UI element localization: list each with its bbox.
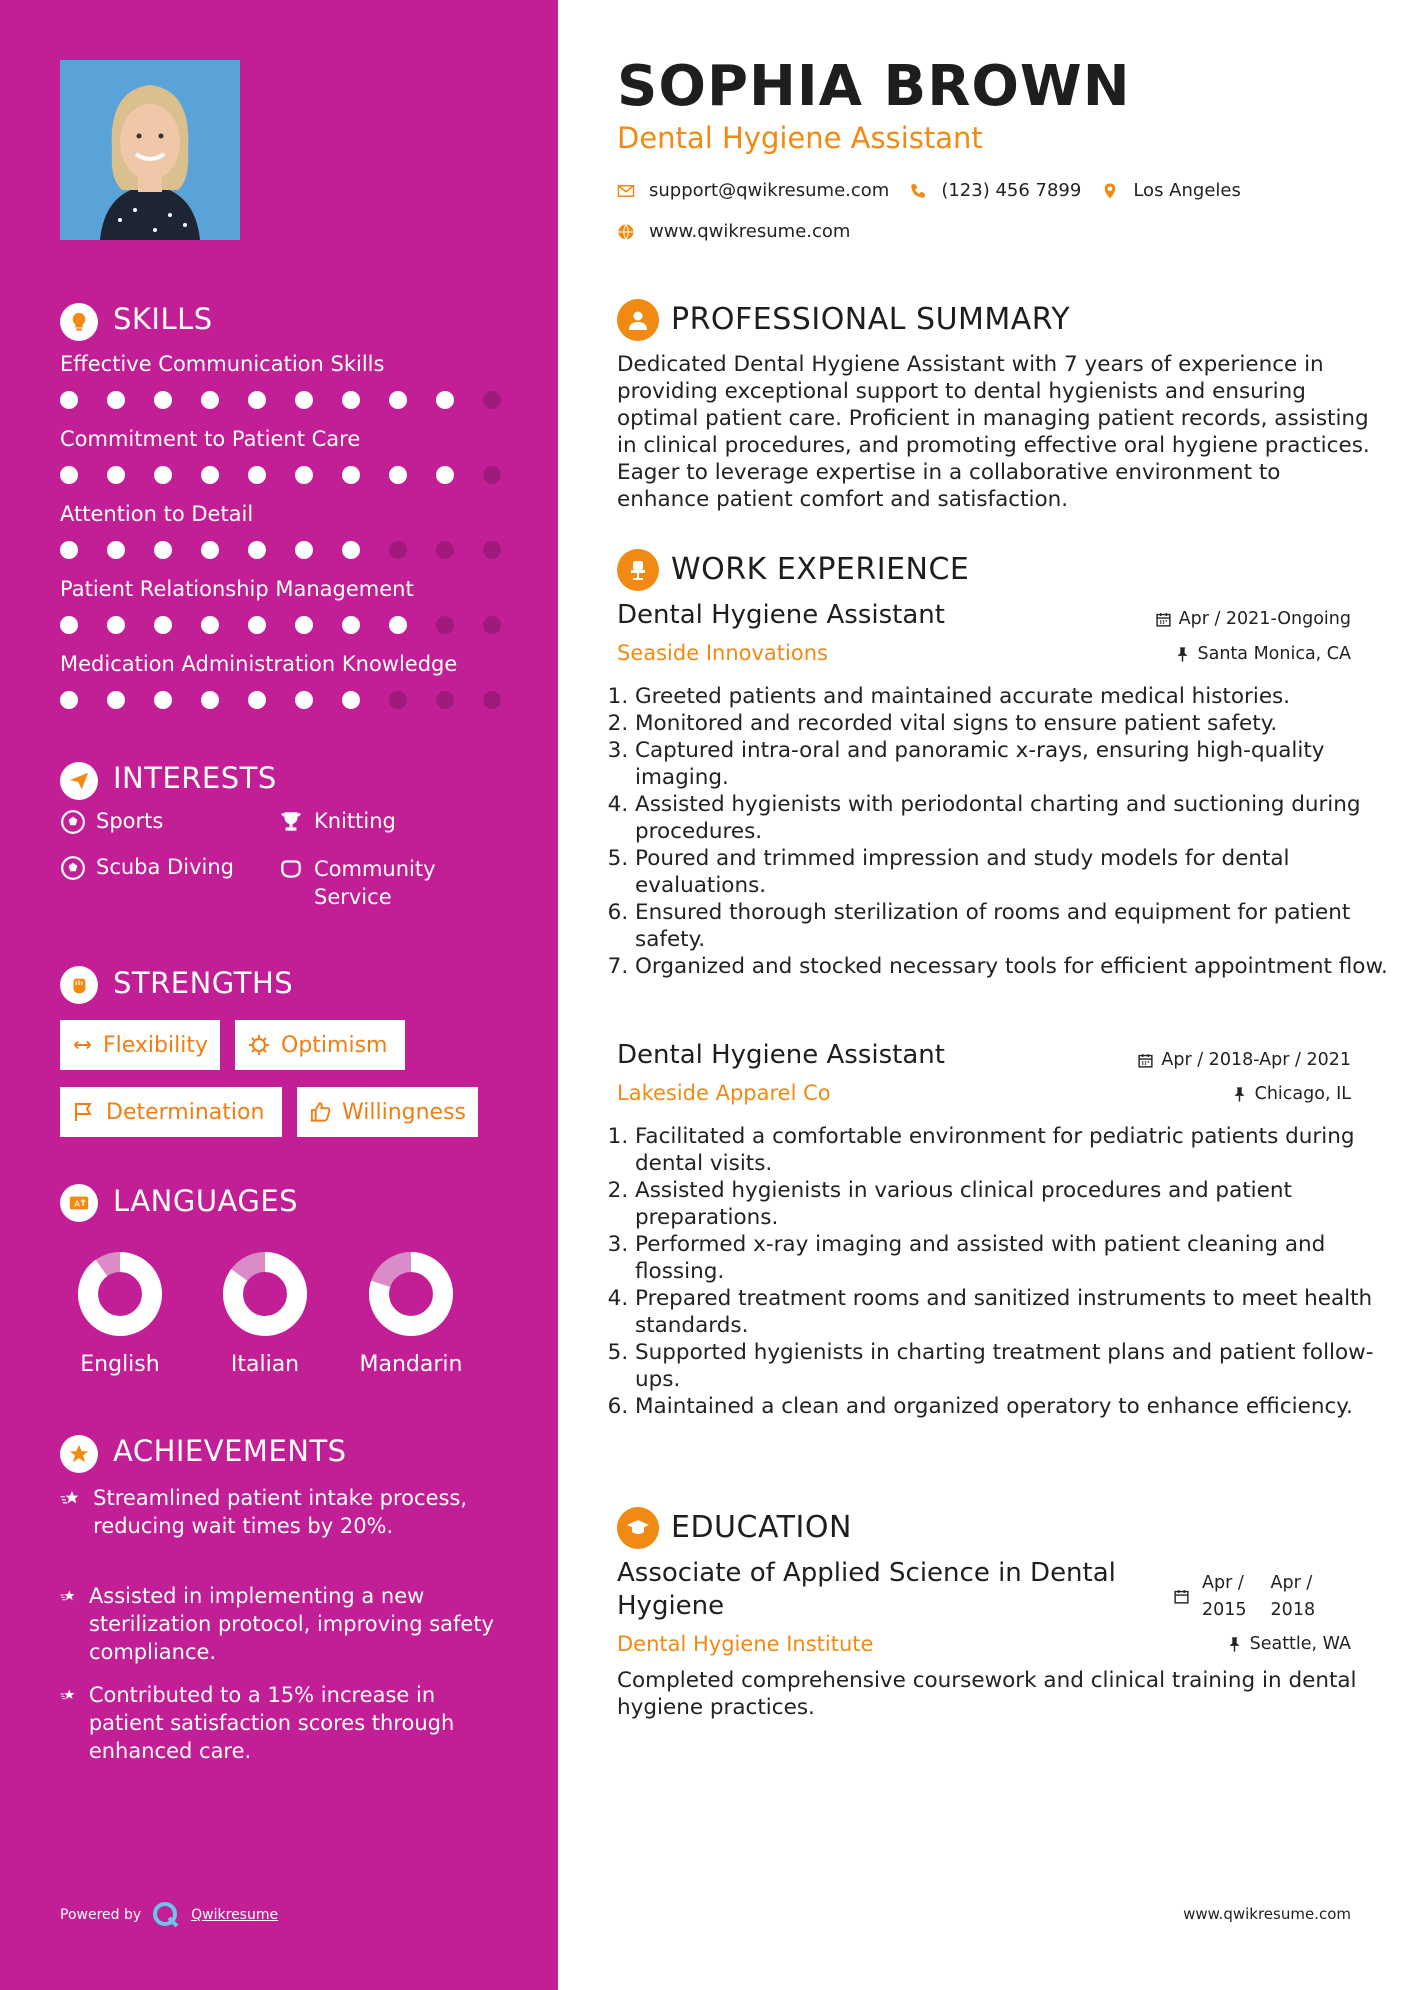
skill-dot [248, 466, 266, 484]
skill-dot [295, 691, 313, 709]
responsibility-item: 3. Performed x-ray imaging and assisted with patient cleaning and flossing. [635, 1231, 1395, 1285]
job-dates-text: Apr / 2021-Ongoing [1178, 609, 1351, 629]
skill-dot [389, 391, 407, 409]
main-content [558, 0, 1407, 1990]
skills-heading: SKILLS [113, 302, 213, 336]
language-donut [341, 1250, 481, 1340]
calendar-icon [1137, 1052, 1154, 1069]
responsibility-item: 1. Facilitated a comfortable environment for pediatric patients during dental visits. [635, 1123, 1395, 1177]
shooting-star-icon [60, 1484, 79, 1512]
thumbs-up-icon [309, 1100, 332, 1124]
globe-icon [617, 223, 635, 241]
skill-dot [107, 391, 125, 409]
achievement-item [60, 1484, 500, 1540]
qwikresume-logo-icon [151, 1900, 181, 1930]
interest-label: Community Service [314, 857, 436, 909]
job-title: Dental Hygiene Assistant [617, 600, 945, 630]
hand-icon [278, 855, 304, 881]
strength-badge [60, 1087, 282, 1137]
job-dates [1155, 609, 1351, 629]
footer-url[interactable]: www.qwikresume.com [1183, 1905, 1351, 1923]
strength-badge [297, 1087, 478, 1137]
skill-dot [60, 691, 78, 709]
location: Los Angeles [1133, 180, 1241, 201]
responsibility-item: 6. Ensured thorough sterilization of rooms and equipment for patient safety. [635, 899, 1395, 953]
achievement-item [60, 1582, 500, 1666]
language-donut-fill [88, 1262, 152, 1326]
strength-badge [60, 1020, 220, 1070]
skill-dot [483, 616, 501, 634]
skill-label: Attention to Detail [60, 502, 254, 526]
languages-heading: LANGUAGES [113, 1184, 299, 1218]
degree-title: Associate of Applied Science in Dental Hygiene [617, 1558, 1116, 1621]
responsibility-item: 1. Greeted patients and maintained accurate medical histories. [635, 683, 1395, 710]
responsibility-item: 5. Supported hygienists in charting treatment plans and patient follow-ups. [635, 1339, 1395, 1393]
skill-dot [295, 616, 313, 634]
svg-text:A: A [74, 1198, 81, 1209]
powered-by-label: Powered by [60, 1907, 142, 1923]
education-end [1271, 1570, 1316, 1624]
skill-dot [248, 691, 266, 709]
language-donut [195, 1250, 335, 1340]
translate-icon [60, 1184, 98, 1222]
language-label: English [80, 1352, 160, 1377]
education-dates [1173, 1570, 1315, 1624]
job-responsibilities [617, 683, 1395, 980]
job-location [1231, 1084, 1351, 1104]
summary-heading: PROFESSIONAL SUMMARY [671, 302, 1071, 337]
qwikresume-link[interactable]: Qwikresume [191, 1907, 279, 1923]
pushpin-icon [1226, 1636, 1243, 1653]
calendar-icon [1155, 611, 1172, 628]
job-company: Lakeside Apparel Co [617, 1081, 831, 1105]
skill-dot [154, 541, 172, 559]
user-icon [617, 299, 659, 341]
strength-badge [235, 1020, 405, 1070]
achievement-text: Assisted in implementing a new sterilization protocol, improving safety compliance. [88, 1584, 494, 1664]
interest-item [278, 855, 468, 911]
strength-label: Optimism [281, 1032, 388, 1058]
skill-label: Commitment to Patient Care [60, 427, 361, 451]
skill-dot [436, 616, 454, 634]
skill-rating [60, 691, 530, 709]
education-start [1202, 1570, 1247, 1624]
skill-dot [436, 541, 454, 559]
responsibility-item: 7. Organized and stocked necessary tools for efficient appointment flow. [635, 953, 1395, 980]
language-label: Mandarin [359, 1352, 463, 1377]
strengths-heading: STRENGTHS [113, 966, 294, 1000]
job-title: Dental Hygiene Assistant [617, 1040, 945, 1070]
skill-dot [201, 391, 219, 409]
skill-rating [60, 616, 530, 634]
graduation-cap-icon [617, 1507, 659, 1549]
interests-heading: INTERESTS [113, 761, 277, 795]
trophy-icon [278, 809, 304, 835]
responsibility-item: 2. Monitored and recorded vital signs to ensure patient safety. [635, 710, 1395, 737]
sidebar [0, 0, 558, 1990]
skill-dot [436, 691, 454, 709]
interest-item [60, 855, 234, 881]
achievement-item [60, 1681, 500, 1765]
skill-dot [107, 616, 125, 634]
pushpin-icon [1174, 646, 1191, 663]
skill-dot [295, 541, 313, 559]
skill-dot [342, 616, 360, 634]
strength-label: Willingness [341, 1099, 466, 1125]
job-company: Seaside Innovations [617, 641, 828, 665]
language-donut [50, 1250, 190, 1340]
skill-dot [342, 691, 360, 709]
interest-label: Knitting [314, 809, 396, 833]
flag-icon [72, 1100, 96, 1124]
responsibility-item: 2. Assisted hygienists in various clinical procedures and patient preparations. [635, 1177, 1395, 1231]
skill-dot [483, 541, 501, 559]
skill-rating [60, 391, 530, 409]
education-location-text: Seattle, WA [1249, 1634, 1351, 1654]
skill-dot [201, 466, 219, 484]
responsibility-item: 4. Assisted hygienists with periodontal charting and suctioning during procedures. [635, 791, 1395, 845]
skill-dot [107, 466, 125, 484]
skill-dot [60, 541, 78, 559]
skill-rating [60, 466, 530, 484]
strength-label: Flexibility [103, 1032, 208, 1058]
skill-dot [342, 541, 360, 559]
skill-dot [201, 691, 219, 709]
education-description: Completed comprehensive coursework and clinical training in dental hygiene practices. [617, 1668, 1357, 1720]
candidate-name: SOPHIA BROWN [617, 54, 1131, 119]
website-row [617, 221, 850, 242]
skill-dot [201, 616, 219, 634]
job-responsibilities [617, 1123, 1395, 1420]
lightbulb-icon [60, 303, 98, 341]
map-pin-icon [1101, 182, 1119, 200]
skill-dot [201, 541, 219, 559]
skill-dot [389, 616, 407, 634]
achievement-text: Contributed to a 15% increase in patient satisfaction scores through enhanced care. [88, 1683, 455, 1763]
interest-item [60, 809, 163, 835]
pushpin-icon [1231, 1086, 1248, 1103]
skill-dot [248, 391, 266, 409]
phone-number: (123) 456 7899 [941, 180, 1082, 201]
email-link[interactable]: support@qwikresume.com [649, 180, 890, 201]
star-badge-icon [60, 1435, 98, 1473]
skill-dot [248, 541, 266, 559]
skill-dot [60, 616, 78, 634]
phone-icon [909, 182, 927, 200]
skill-dot [389, 691, 407, 709]
skill-label: Patient Relationship Management [60, 577, 414, 601]
responsibility-item: 3. Captured intra-oral and panoramic x-rays, ensuring high-quality imaging. [635, 737, 1395, 791]
envelope-icon [617, 182, 635, 200]
job-location [1174, 644, 1352, 664]
powered-by [60, 1900, 278, 1930]
job-dates [1137, 1050, 1351, 1070]
summary-text: Dedicated Dental Hygiene Assistant with 7 years of experience in providing exceptional support to dental hygienists and ensuring optimal patient care. Proficient in managing patient records, assisting in clinical procedures, and promoting effective oral hygiene practices. Eager to leverage expertise in a collaborative environment to enhance patient comfort and satisfaction. [617, 352, 1370, 512]
fist-icon [60, 966, 98, 1004]
skill-dot [154, 691, 172, 709]
strength-label: Determination [106, 1099, 265, 1125]
skill-dot [154, 466, 172, 484]
education-start-month: Apr / [1202, 1573, 1244, 1593]
skill-dot [60, 466, 78, 484]
skill-dot [483, 466, 501, 484]
office-chair-icon [617, 549, 659, 591]
skill-rating [60, 541, 530, 559]
arrows-horizontal-icon [72, 1033, 93, 1057]
skill-dot [295, 391, 313, 409]
interest-label: Sports [96, 809, 164, 833]
achievements-heading: ACHIEVEMENTS [113, 1434, 347, 1468]
achievement-text: Streamlined patient intake process, reducing wait times by 20%. [93, 1486, 468, 1538]
education-end-month: Apr / [1270, 1573, 1313, 1593]
job-location-text: Chicago, IL [1254, 1084, 1351, 1104]
skill-dot [107, 691, 125, 709]
paper-plane-icon [60, 762, 98, 800]
school-name: Dental Hygiene Institute [617, 1632, 874, 1656]
education-heading: EDUCATION [671, 1510, 852, 1545]
responsibility-item: 5. Poured and trimmed impression and study models for dental evaluations. [635, 845, 1395, 899]
skill-label: Effective Communication Skills [60, 352, 385, 376]
interest-item [278, 809, 396, 835]
responsibility-item: 6. Maintained a clean and organized operatory to enhance efficiency. [635, 1393, 1395, 1420]
profile-photo [60, 60, 240, 240]
soccer-ball-icon [60, 809, 86, 835]
soccer-ball-icon [60, 855, 86, 881]
language-label: Italian [230, 1352, 300, 1377]
skill-dot [154, 616, 172, 634]
shooting-star-icon [60, 1582, 75, 1610]
job-location-text: Santa Monica, CA [1197, 644, 1351, 664]
education-end-year: 2018 [1270, 1600, 1316, 1620]
sun-icon [247, 1033, 271, 1057]
skill-dot [154, 391, 172, 409]
skill-dot [342, 466, 360, 484]
skill-dot [248, 616, 266, 634]
interest-label: Scuba Diving [96, 855, 234, 879]
skill-dot [389, 466, 407, 484]
shooting-star-icon [60, 1681, 75, 1709]
skill-dot [436, 391, 454, 409]
job-dates-text: Apr / 2018-Apr / 2021 [1161, 1050, 1351, 1070]
candidate-title: Dental Hygiene Assistant [617, 121, 983, 155]
skill-dot [389, 541, 407, 559]
skill-dot [483, 391, 501, 409]
education-location [1226, 1634, 1351, 1654]
skill-dot [342, 391, 360, 409]
education-start-year: 2015 [1202, 1600, 1247, 1620]
skill-dot [295, 466, 313, 484]
skill-dot [483, 691, 501, 709]
skill-dot [436, 466, 454, 484]
skill-label: Medication Administration Knowledge [60, 652, 458, 676]
contact-row [617, 180, 1241, 201]
calendar-icon [1173, 1588, 1190, 1605]
skill-dot [60, 391, 78, 409]
responsibility-item: 4. Prepared treatment rooms and sanitized instruments to meet health standards. [635, 1285, 1395, 1339]
website-link[interactable]: www.qwikresume.com [649, 221, 851, 242]
skill-dot [107, 541, 125, 559]
experience-heading: WORK EXPERIENCE [671, 552, 970, 587]
